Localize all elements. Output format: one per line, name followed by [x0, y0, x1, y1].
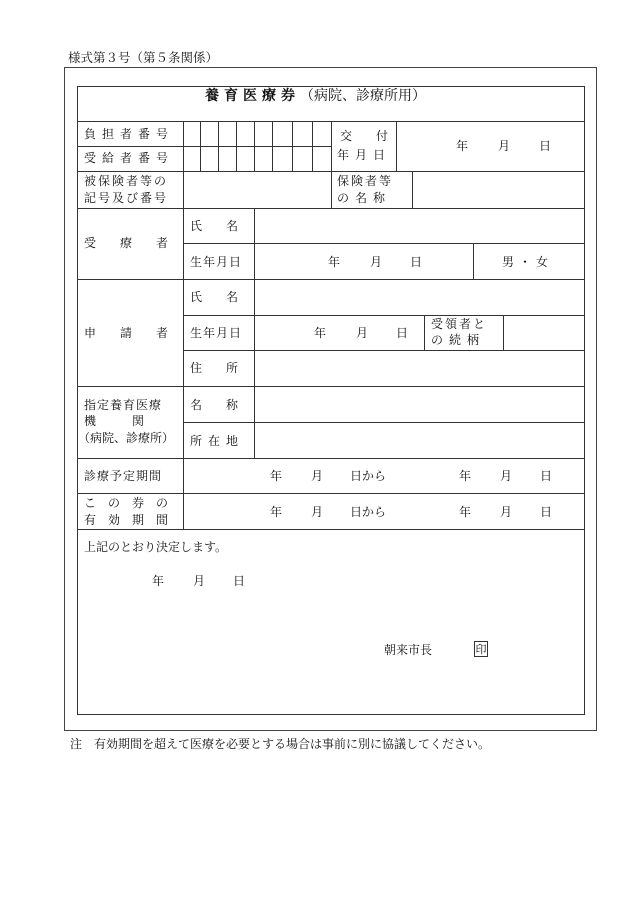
decision-text: 上記のとおり決定します。: [84, 540, 228, 554]
validity-to-year: 年: [459, 505, 472, 519]
applicant-address-label: 住 所: [190, 361, 239, 375]
validity-to-day: 日: [540, 505, 553, 519]
form-title: 養育医療券（病院、診療所用）: [205, 88, 426, 104]
validity-from-year: 年: [270, 505, 283, 519]
applicant-birth-month: 月: [356, 326, 369, 340]
facility-label-3: （病院、診療所）: [78, 431, 175, 445]
facility-name-label: 名 称: [190, 398, 239, 412]
period-from-year: 年: [270, 469, 283, 483]
validity-from-day: 日から: [350, 505, 387, 519]
patient-birth-month: 月: [370, 255, 383, 269]
validity-label-1: こ の 券 の: [84, 496, 169, 510]
period-to-day: 日: [540, 469, 553, 483]
facility-address-label: 所在地: [190, 434, 245, 448]
insurer-label-1: 保険者等: [337, 174, 394, 188]
decision-month: 月: [193, 574, 206, 588]
period-from-month: 月: [311, 469, 324, 483]
recipient-number-label: 受給者番号: [84, 151, 175, 165]
relation-label-2: の続柄: [431, 333, 486, 347]
mayor-label: 朝来市長: [384, 643, 433, 657]
applicant-birth-label: 生年月日: [190, 326, 243, 340]
validity-to-month: 月: [500, 505, 513, 519]
burden-number-label: 負担者番号: [84, 127, 175, 141]
insured-label-2: 記号及び番号: [84, 191, 169, 205]
period-to-year: 年: [459, 469, 472, 483]
patient-sex: 男・女: [502, 255, 554, 269]
issue-day: 日: [539, 139, 552, 153]
form-number-label: 様式第３号（第５条関係）: [68, 50, 219, 65]
applicant-label: 申 請 者: [84, 326, 175, 340]
validity-label-2: 有 効 期 間: [84, 513, 169, 527]
applicant-name-label: 氏 名: [190, 290, 239, 304]
patient-name-label: 氏 名: [190, 219, 239, 233]
issue-year: 年: [456, 139, 469, 153]
issue-date-label-2: 年月日: [337, 148, 392, 162]
patient-label: 受 療 者: [84, 236, 175, 250]
patient-birth-day: 日: [410, 255, 423, 269]
decision-day: 日: [233, 574, 246, 588]
facility-label-2: 機 関: [84, 414, 145, 428]
patient-birth-year: 年: [328, 255, 341, 269]
insurer-label-2: の名称: [337, 191, 392, 205]
applicant-birth-year: 年: [314, 326, 327, 340]
patient-birth-label: 生年月日: [190, 255, 243, 269]
issue-month: 月: [498, 139, 511, 153]
period-to-month: 月: [500, 469, 513, 483]
applicant-birth-day: 日: [396, 326, 409, 340]
validity-from-month: 月: [311, 505, 324, 519]
insured-label-1: 被保険者等の: [84, 174, 169, 188]
footnote: 注 有効期間を超えて医療を必要とする場合は事前に別に協議してください。: [70, 737, 491, 751]
period-label: 診療予定期間: [84, 469, 163, 483]
decision-year: 年: [152, 574, 165, 588]
issue-date-label-1: 交 付: [340, 129, 389, 143]
seal-mark: 印: [475, 643, 487, 656]
relation-label-1: 受領者と: [431, 317, 488, 331]
facility-label-1: 指定養育医療: [84, 398, 163, 412]
period-from-day: 日から: [350, 469, 387, 483]
